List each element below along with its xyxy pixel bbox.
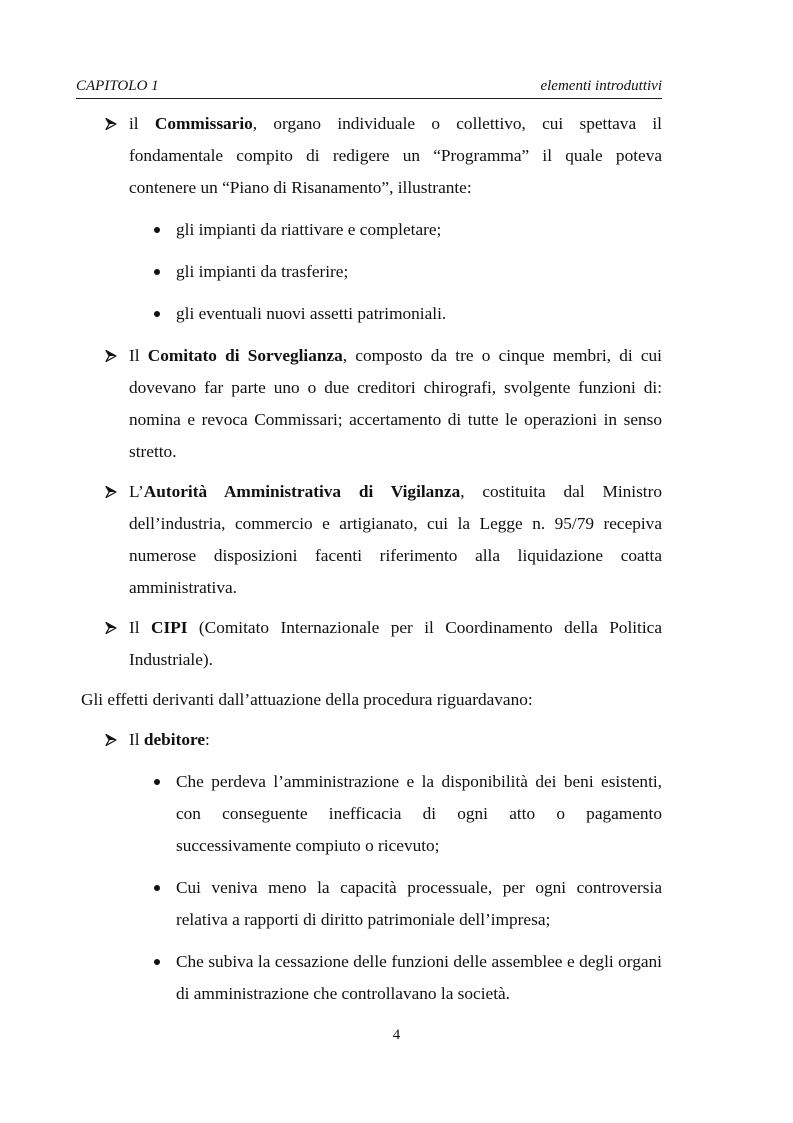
sub-bullet-item bbox=[76, 298, 662, 330]
bullet-dot-icon bbox=[154, 959, 160, 965]
bullet-dot-icon bbox=[154, 779, 160, 785]
list-item-comitato bbox=[76, 340, 662, 468]
item-term: Comitato di Sorveglianza bbox=[147, 346, 343, 365]
item-term: CIPI bbox=[151, 618, 188, 637]
arrow-bullet-icon bbox=[105, 724, 125, 756]
sub-bullet-text: gli impianti da trasferire; bbox=[176, 262, 349, 281]
arrow-bullet-icon bbox=[105, 340, 125, 372]
bullet-dot-icon bbox=[154, 227, 160, 233]
list-item-commissario bbox=[76, 108, 662, 204]
effetti-intro: Gli effetti derivanti dall’attuazione della procedura riguardavano: bbox=[81, 690, 533, 709]
item-text: , costituita dal Ministro dell’industria, commercio e artigianato, cui la Legge n. 95/79 recepiva numerose disposizioni facenti riferimento alla liquidazione coatta amministrativa. bbox=[129, 482, 662, 597]
sub-bullet-item bbox=[76, 872, 662, 936]
item-term: debitore bbox=[143, 730, 206, 749]
item-text: , organo individuale o collettivo, cui spettava il fondamentale compito di redigere un “Programma” il quale poteva contenere un “Piano di Risanamento”, illustrante: bbox=[129, 114, 662, 197]
arrow-bullet-icon bbox=[105, 108, 125, 140]
sub-bullet-item bbox=[76, 214, 662, 246]
sub-bullet-text: Che subiva la cessazione delle funzioni delle assemblee e degli organi di amministrazione che controllavano la società. bbox=[176, 952, 662, 1003]
sub-bullet-item bbox=[76, 766, 662, 862]
item-text: (Comitato Internazionale per il Coordinamento della Politica Industriale). bbox=[129, 618, 662, 669]
item-term: Autorità Amministrativa di Vigilanza bbox=[143, 482, 461, 501]
sub-bullet-item bbox=[76, 946, 662, 1010]
page-number: 4 bbox=[392, 1027, 401, 1043]
bullet-dot-icon bbox=[154, 269, 160, 275]
list-item-debitore bbox=[76, 724, 662, 756]
chapter-title: CAPITOLO 1 bbox=[76, 78, 159, 94]
bullet-dot-icon bbox=[154, 311, 160, 317]
arrow-bullet-icon bbox=[105, 612, 125, 644]
item-prefix: L’ bbox=[129, 482, 144, 501]
page-header bbox=[76, 76, 662, 99]
sub-bullet-item bbox=[76, 256, 662, 288]
sub-bullet-text: gli eventuali nuovi assetti patrimoniali. bbox=[176, 304, 447, 323]
sub-bullet-text: Che perdeva l’amministrazione e la disponibilità dei beni esistenti, con conseguente inefficacia di ogni atto o pagamento successivamente compiuto o ricevuto; bbox=[176, 772, 662, 855]
item-prefix: il bbox=[129, 114, 155, 133]
sub-bullet-text: Cui veniva meno la capacità processuale, per ogni controversia relativa a rapporti di diritto patrimoniale dell’impresa; bbox=[176, 878, 662, 929]
page-body bbox=[76, 108, 662, 1010]
list-item-autorita bbox=[76, 476, 662, 604]
list-item-cipi bbox=[76, 612, 662, 676]
item-prefix: Il bbox=[129, 346, 148, 365]
bullet-dot-icon bbox=[154, 885, 160, 891]
arrow-bullet-icon bbox=[105, 476, 125, 508]
sub-bullet-text: gli impianti da riattivare e completare; bbox=[176, 220, 442, 239]
item-prefix: Il bbox=[129, 618, 151, 637]
item-text: : bbox=[205, 730, 210, 749]
item-prefix: Il bbox=[129, 730, 144, 749]
item-text: , composto da tre o cinque membri, di cui dovevano far parte uno o due creditori chirografi, svolgente funzioni di: nomina e revoca Commissari; accertamento di tutte le operazioni in senso stretto. bbox=[129, 346, 662, 461]
item-term: Commissario bbox=[154, 114, 253, 133]
section-title: elementi introduttivi bbox=[540, 78, 662, 94]
